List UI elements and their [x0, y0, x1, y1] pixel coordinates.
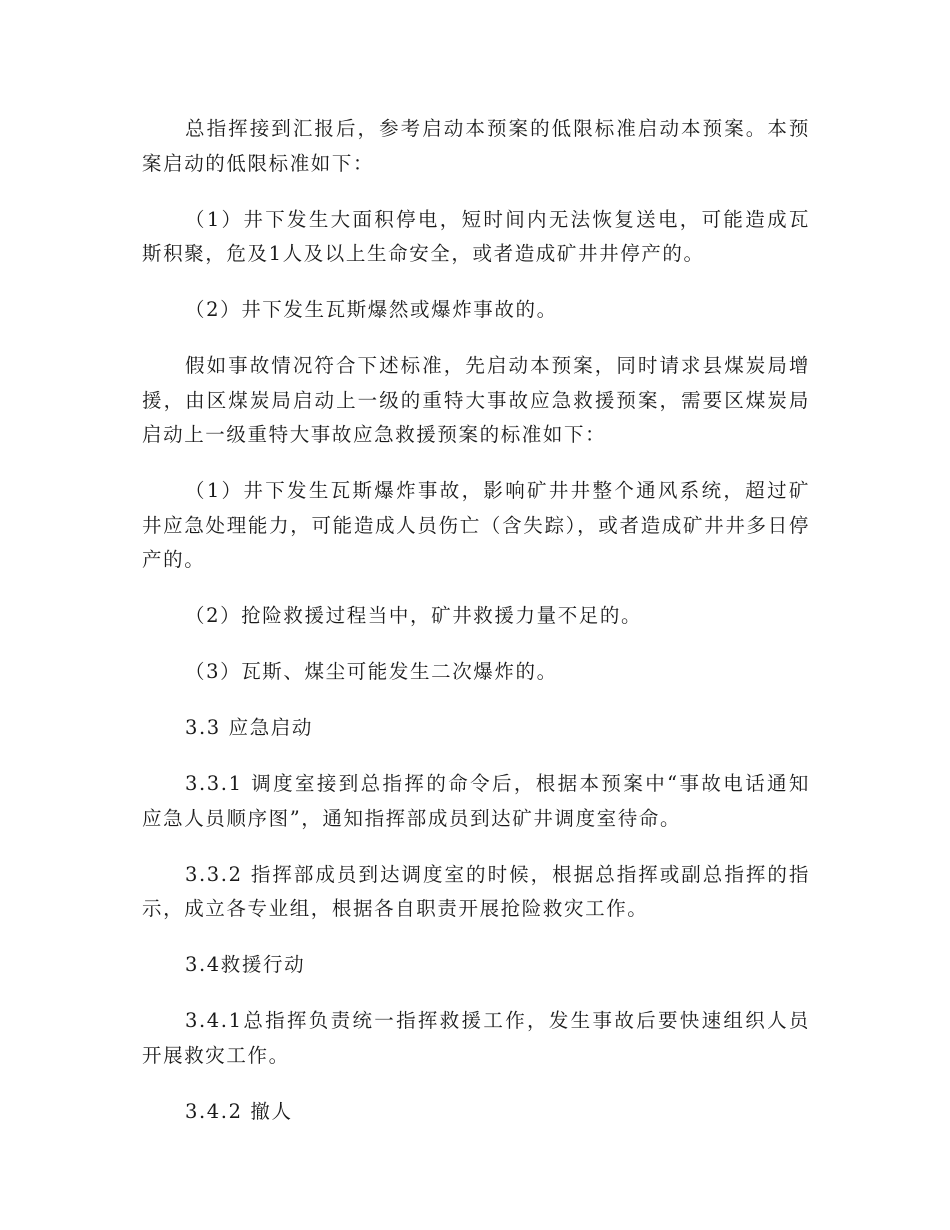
paragraph-3-3-2: 3.3.2 指挥部成员到达调度室的时候，根据总指挥或副总指挥的指示，成立各专业组，根据各自职责开展抢险救灾工作。: [142, 862, 810, 920]
paragraph-criterion-1-power-outage: （1）井下发生大面积停电，短时间内无法恢复送电，可能造成瓦斯积聚，危及1人及以上生命安全，或者造成矿井井停产的。: [142, 207, 810, 265]
paragraph-escalation-criterion-3: （3）瓦斯、煤尘可能发生二次爆炸的。: [185, 660, 558, 683]
section-heading-3-4-2: 3.4.2 撤人: [185, 1099, 293, 1123]
paragraph-3-4-1: 3.4.1总指挥负责统一指挥救援工作，发生事故后要快速组织人员开展救灾工作。: [142, 1009, 810, 1067]
paragraph-3-3-1: 3.3.1 调度室接到总指挥的命令后，根据本预案中“事故电话通知应急人员顺序图”，通知指挥部成员到达矿井调度室待命。: [142, 772, 810, 830]
paragraph-escalation-intro: 假如事故情况符合下述标准，先启动本预案，同时请求县煤炭局增援，由区煤炭局启动上一级的重特大事故应急救援预案，需要区煤炭局启动上一级重特大事故应急救援预案的标准如下：: [142, 354, 810, 446]
paragraph-escalation-criterion-1: （1）井下发生瓦斯爆炸事故，影响矿井井整个通风系统，超过矿井应急处理能力，可能造成人员伤亡（含失踪），或者造成矿井井多日停产的。: [142, 479, 810, 571]
paragraph-escalation-criterion-2: （2）抢险救援过程当中，矿井救援力量不足的。: [185, 604, 643, 627]
paragraph-activation-intro: 总指挥接到汇报后，参考启动本预案的低限标准启动本预案。本预案启动的低限标准如下：: [142, 117, 810, 175]
section-heading-3-4: 3.4救援行动: [185, 953, 306, 976]
paragraph-criterion-2-gas-explosion: （2）井下发生瓦斯爆然或爆炸事故的。: [185, 298, 558, 321]
section-heading-3-3: 3.3 应急启动: [185, 716, 314, 739]
